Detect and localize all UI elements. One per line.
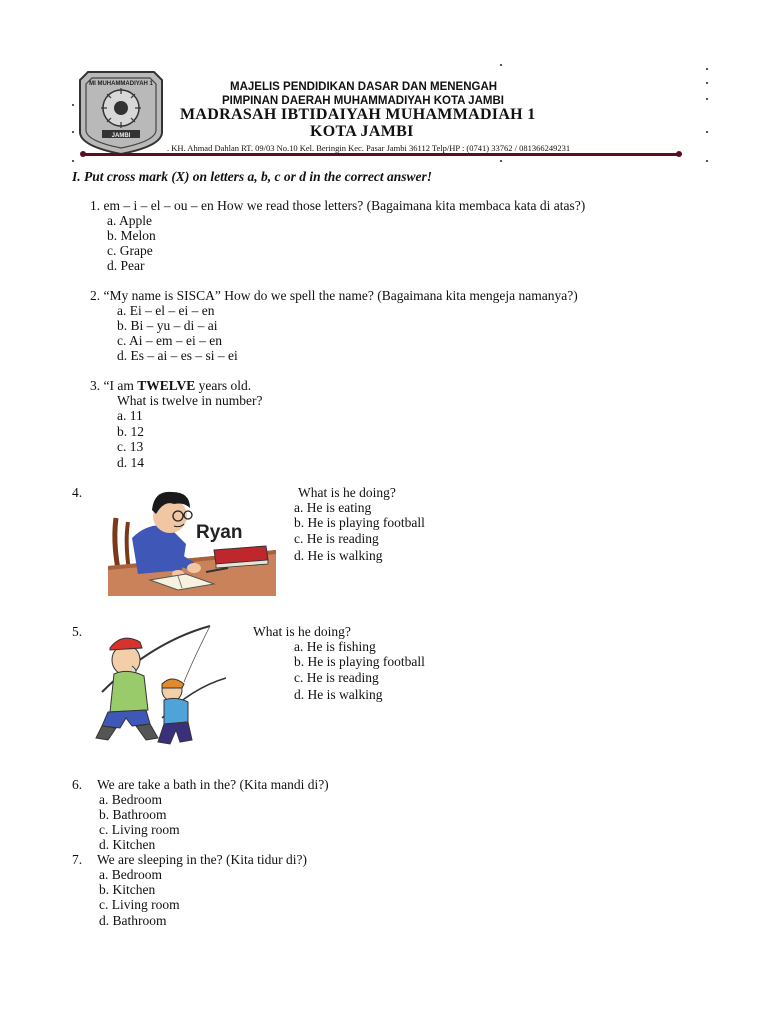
question-7-stem: We are sleeping in the? (Kita tidur di?) <box>97 852 307 867</box>
header-rule-end-left <box>80 151 86 157</box>
fishing-picture <box>92 622 232 750</box>
boy-studying-picture <box>108 488 276 598</box>
question-7-option-b[interactable]: b. Kitchen <box>99 882 156 897</box>
question-2-option-a[interactable]: a. Ei – el – ei – en <box>117 303 215 318</box>
question-5-number: 5. <box>72 624 83 639</box>
question-4-option-a[interactable]: a. He is eating <box>294 500 372 515</box>
instruction: I. Put cross mark (X) on letters a, b, c or d in the correct answer! <box>72 169 433 184</box>
question-4-number: 4. <box>72 485 83 500</box>
question-3-option-c[interactable]: c. 13 <box>117 439 144 454</box>
picture-label-ryan: Ryan <box>196 522 243 543</box>
question-5-option-a[interactable]: a. He is fishing <box>294 639 376 654</box>
question-7-option-c[interactable]: c. Living room <box>99 897 180 912</box>
question-2-option-d[interactable]: d. Es – ai – es – si – ei <box>117 348 238 363</box>
question-3-stem-bold: TWELVE <box>137 378 196 393</box>
scan-dot <box>500 64 502 66</box>
question-1-option-a[interactable]: a. Apple <box>107 213 152 228</box>
question-1-option-d[interactable]: d. Pear <box>107 258 145 273</box>
question-3-stem <box>90 378 251 393</box>
question-7-number: 7. <box>72 852 83 867</box>
question-4-option-c[interactable]: c. He is reading <box>294 531 379 546</box>
question-6-option-d[interactable]: d. Kitchen <box>99 837 156 852</box>
question-6-stem: We are take a bath in the? (Kita mandi di?) <box>97 777 329 792</box>
header-address: . KH. Ahmad Dahlan RT. 09/03 No.10 Kel. Beringin Kec. Pasar Jambi 36112 Telp/HP : (0741) 33762 / 081366249231 <box>167 143 571 153</box>
question-1-option-b[interactable]: b. Melon <box>107 228 156 243</box>
header-school-name: MADRASAH IBTIDAIYAH MUHAMMADIAH 1 <box>180 106 536 123</box>
question-6-option-b[interactable]: b. Bathroom <box>99 807 167 822</box>
scan-dot <box>72 104 74 106</box>
scan-dot <box>706 68 708 70</box>
header-rule-end-right <box>676 151 682 157</box>
question-5-stem: What is he doing? <box>253 624 351 639</box>
question-2-stem: 2. “My name is SISCA” How do we spell the name? (Bagaimana kita mengeja namanya?) <box>90 288 578 303</box>
question-2-option-b[interactable]: b. Bi – yu – di – ai <box>117 318 218 333</box>
header-line-2: PIMPINAN DAERAH MUHAMMADIYAH KOTA JAMBI <box>222 95 504 107</box>
scan-dot <box>72 160 74 162</box>
question-4-stem: What is he doing? <box>298 485 396 500</box>
question-3-option-b[interactable]: b. 12 <box>117 424 144 439</box>
question-4-option-b[interactable]: b. He is playing football <box>294 515 425 530</box>
logo-text-top: MI MUHAMMADIYAH 1 <box>89 81 153 87</box>
question-6-option-c[interactable]: c. Living room <box>99 822 180 837</box>
question-6-number: 6. <box>72 777 83 792</box>
scan-dot <box>72 131 74 133</box>
question-3-option-d[interactable]: d. 14 <box>117 455 144 470</box>
header-city: KOTA JAMBI <box>310 123 414 140</box>
question-2-option-c[interactable]: c. Ai – em – ei – en <box>117 333 222 348</box>
question-7-option-d[interactable]: d. Bathroom <box>99 913 167 928</box>
question-5-option-c[interactable]: c. He is reading <box>294 670 379 685</box>
question-5-option-b[interactable]: b. He is playing football <box>294 654 425 669</box>
question-6-option-a[interactable]: a. Bedroom <box>99 792 162 807</box>
question-1-stem: 1. em – i – el – ou – en How we read those letters? (Bagaimana kita membaca kata di atas?) <box>90 198 586 213</box>
question-4-option-d[interactable]: d. He is walking <box>294 548 383 563</box>
scan-dot <box>706 131 708 133</box>
question-3-subquestion: What is twelve in number? <box>117 393 263 408</box>
question-1-option-c[interactable]: c. Grape <box>107 243 153 258</box>
school-logo <box>76 66 166 156</box>
question-7-option-a[interactable]: a. Bedroom <box>99 867 162 882</box>
scan-dot <box>706 82 708 84</box>
question-3-stem-pre: 3. “I am <box>90 378 138 393</box>
scan-dot <box>500 160 502 162</box>
header-rule <box>84 153 680 156</box>
scan-dot <box>706 160 708 162</box>
header-line-1: MAJELIS PENDIDIKAN DASAR DAN MENENGAH <box>230 81 498 93</box>
question-3-option-a[interactable]: a. 11 <box>117 408 143 423</box>
scan-dot <box>706 98 708 100</box>
question-5-option-d[interactable]: d. He is walking <box>294 687 383 702</box>
logo-text-bottom: JAMBI <box>111 133 131 139</box>
question-3-stem-post: years old. <box>195 378 252 393</box>
